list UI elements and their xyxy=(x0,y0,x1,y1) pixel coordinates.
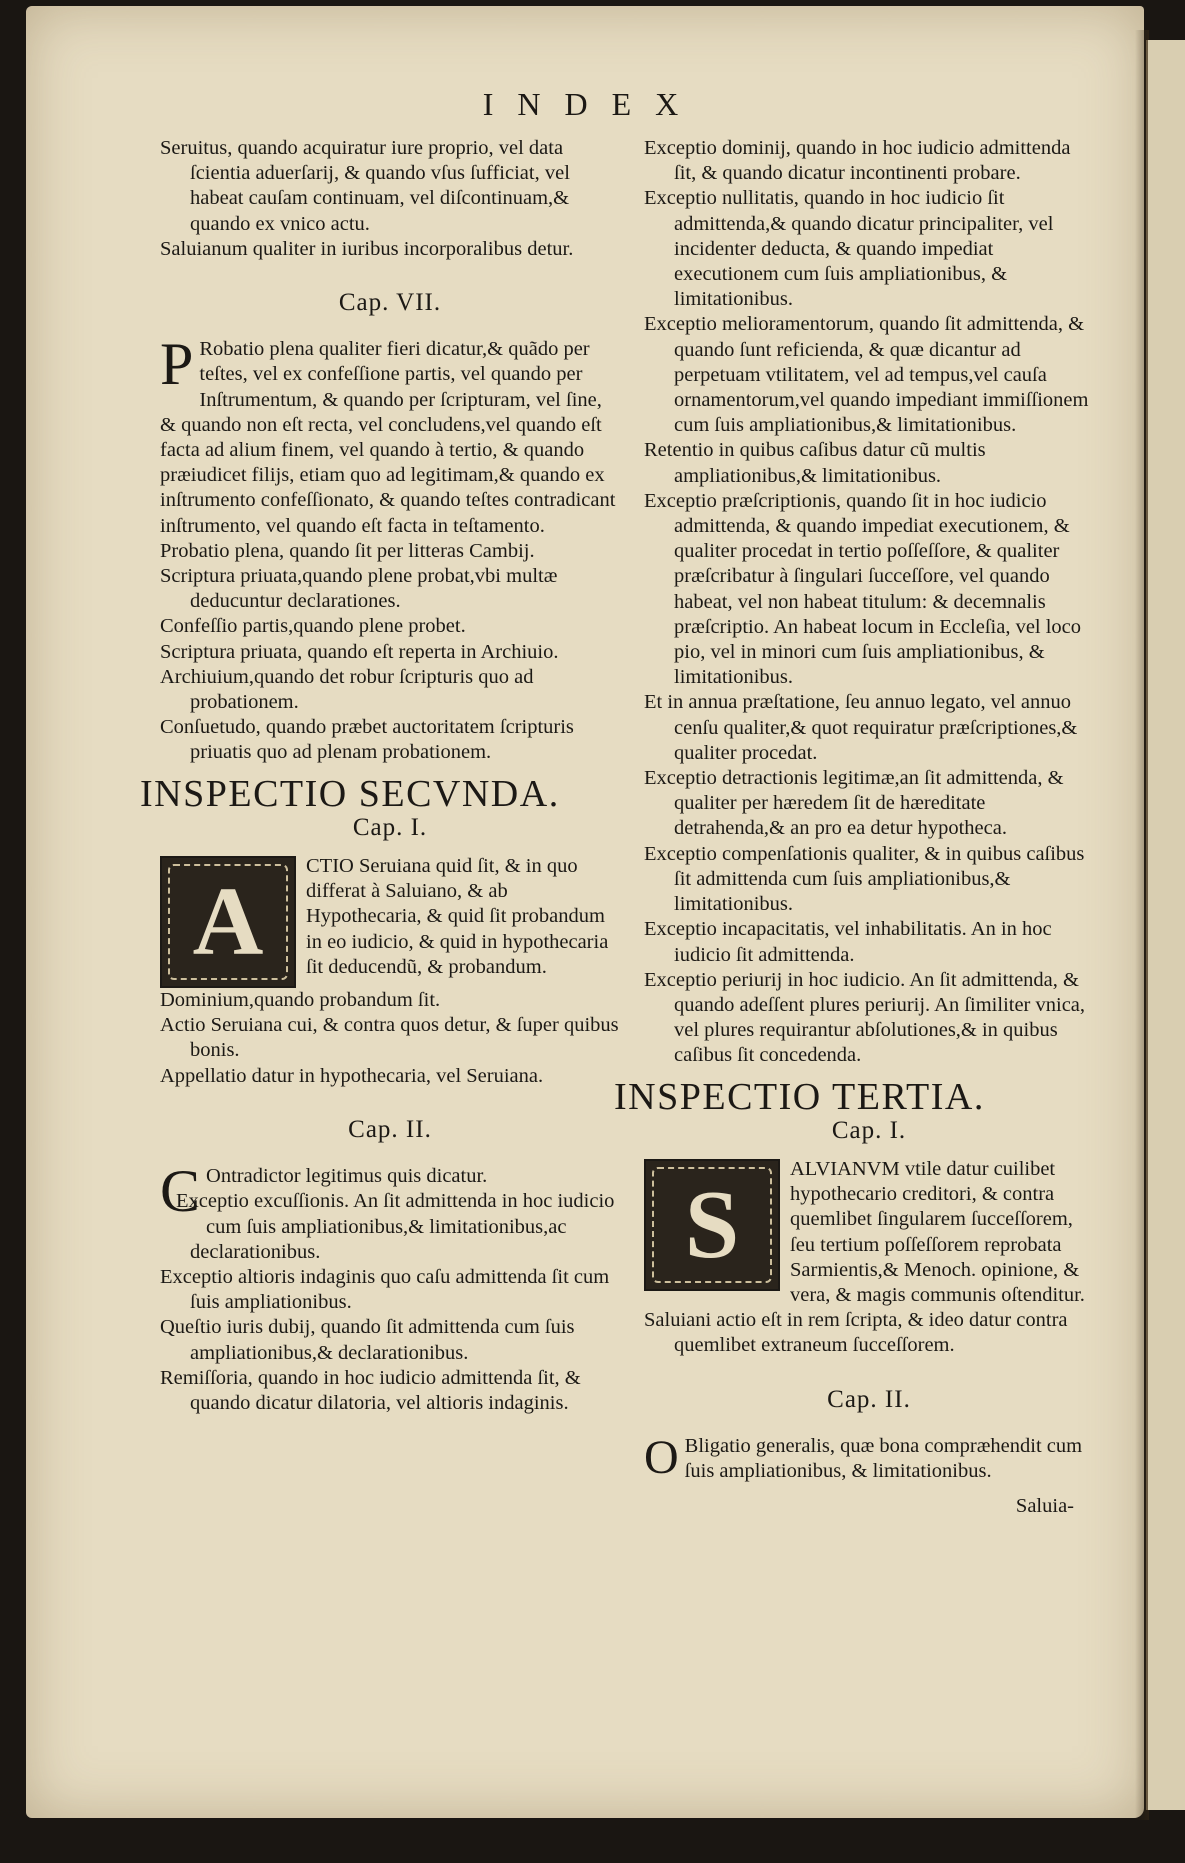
left-column xyxy=(140,136,620,1416)
section-heading: INSPECTIO SECVNDA. xyxy=(140,772,560,815)
index-entry: Exceptio excuſſionis. An ſit admittenda in hoc iudicio cum ſuis ampliationibus,& limitationibus,ac declarationibus. xyxy=(176,1190,615,1263)
index-entry: Exceptio incapacitatis, vel inhabilitatis. An in hoc iudicio ſit admittenda. xyxy=(644,918,1052,966)
page-header: INDEX xyxy=(482,86,703,122)
adjacent-page-edge xyxy=(1146,40,1185,1810)
initial-letter: O xyxy=(644,1430,679,1484)
index-entry: Exceptio detractionis legitimæ,an ſit admittenda, & qualiter per hæredem ſit de hæreditate detrahenda,& an pro ea detur hypotheca. xyxy=(644,767,1064,840)
lead-text: Bligatio generalis, quæ bona compræhendit cum ſuis ampliationibus, & limitationibus. xyxy=(684,1434,1083,1482)
index-entry: Queſtio iuris dubij, quando ſit admittenda cum ſuis ampliationibus,& declarationibus. xyxy=(160,1316,575,1364)
index-entry: Exceptio compenſationis qualiter, & in quibus caſibus ſit admittenda cum ſuis ampliationibus,& limitationibus. xyxy=(644,842,1085,916)
index-entry: Exceptio melioramentorum, quando ſit admittenda, & quando ſunt reficienda, & quæ dicantur ad perpetuam vtilitatem, vel ad tempus,vel cauſa ornamentorum,vel quando impediant immiſſionem cum ſuis ampliationibus,& limitationibus. xyxy=(644,313,1089,437)
lead-text: Ontradictor legitimus quis dicatur. xyxy=(206,1165,488,1188)
lead-text: ALVIANVM vtile datur cuilibet hypothecario creditori, & contra quemlibet ſingularem ſucceſſorem, ſeu tertium poſſeſſorem reprobata Sarmientis,& Menoch. opinione, & vera, & magis communis oſtenditur. xyxy=(790,1157,1085,1306)
chapter-lead-paragraph xyxy=(160,854,620,980)
index-entry: Conſuetudo, quando præbet auctoritatem ſcripturis priuatis quo ad plenam probationem. xyxy=(160,716,574,764)
chapter-heading: Cap. I. xyxy=(831,1116,907,1144)
index-entry: Scriptura priuata,quando plene probat,vbi multæ deducuntur declarationes. xyxy=(160,565,558,613)
chapter-heading: Cap. II. xyxy=(827,1385,911,1413)
index-entry: Remiſſoria, quando in hoc iudicio admittenda ſit, & quando dicatur dilatoria, vel altioris indaginis. xyxy=(160,1366,581,1414)
index-entry: Et in annua præſtatione, ſeu annuo legato, vel annuo cenſu qualiter,& quot requiratur præſcriptiones,& qualiter procedat. xyxy=(644,691,1078,764)
index-entry: Exceptio nullitatis, quando in hoc iudicio ſit admittenda,& quando dicatur principaliter, vel incidenter deducta, & quando impediat executionem cum ſuis ampliationibus, & limitationibus. xyxy=(644,187,1054,311)
lead-text: Robatio plena qualiter fieri dicatur,& quãdo per teſtes, vel ex confeſſione partis, vel quando per Inſtrumentum, & quando per ſcripturam, vel ſine, & quando non eſt recta, vel concludens,vel quando eſt facta ad alium finem, vel quando à tertio, & quando præiudicet filijs, etiam quo ad legitimam,& quando ex inſtrumento confeſſionato, & quando teſtes contradicant inſtrumento, vel quando eſt facta in teſtamento. xyxy=(160,338,616,537)
index-entry: Exceptio periurij in hoc iudicio. An ſit admittenda, & quando adeſſent plures periurij. An ſimiliter vnica, vel plures requirantur abſolutiones,& in quibus caſibus ſit concedenda. xyxy=(644,968,1086,1067)
initial-letter: C xyxy=(160,1158,201,1225)
chapter-lead-paragraph xyxy=(644,1430,1094,1484)
catchword: Saluia- xyxy=(1015,1495,1074,1518)
index-entry: Exceptio dominij, quando in hoc iudicio admittenda ſit, & quando dicatur incontinenti probare. xyxy=(644,137,1071,185)
index-entry: Saluiani actio eſt in rem ſcripta, & ideo datur contra quemlibet extraneum ſucceſſorem. xyxy=(644,1309,1068,1357)
index-entry: Exceptio altioris indaginis quo caſu admittenda ſit cum ſuis ampliationibus. xyxy=(160,1265,610,1314)
index-entry: Actio Seruiana cui, & contra quos detur, & ſuper quibus bonis. xyxy=(160,1014,619,1062)
right-column xyxy=(614,136,1094,1519)
chapter-lead-paragraph xyxy=(644,1157,1094,1308)
index-entry: Seruitus, quando acquiratur iure proprio, vel data ſcientia aduerſarij, & quando vſus ſufficiat, vel habeat cauſam continuam, vel diſcontinuam,& quando ex vnico actu. xyxy=(160,137,570,235)
index-entry: Probatio plena, quando ſit per litteras Cambij. xyxy=(160,539,535,562)
initial-letter: P xyxy=(160,331,194,398)
chapter-heading: Cap. I. xyxy=(352,813,428,841)
chapter-lead-paragraph xyxy=(160,1158,620,1225)
ornamental-initial: A xyxy=(160,856,296,988)
chapter-lead-paragraph xyxy=(160,331,620,539)
index-entry: Appellatio datur in hypothecaria, vel Seruiana. xyxy=(160,1064,544,1087)
index-entry: Exceptio præſcriptionis, quando ſit in hoc iudicio admittenda, & quando impediat executionem, & qualiter procedat in tertio poſſeſſore, & qualiter præſcribatur à ſingulari ſucceſſore, vel quando habeat, vel non habeat titulum: & decemnalis præſcriptio. An habeat locum in Eccleſia, vel loco pio, vel in minori cum ſuis ampliationibus, & limitationibus. xyxy=(644,489,1082,689)
index-entry: Retentio in quibus caſibus datur cũ multis ampliationibus,& limitationibus. xyxy=(644,439,986,487)
lead-text: CTIO Seruiana quid ſit, & in quo differat à Saluiano, & ab Hypothecaria, & quid ſit probandum in eo iudicio, & quid in hypothecaria ſit deducendũ, & probandum. xyxy=(306,855,609,978)
index-entry: Saluianum qualiter in iuribus incorporalibus detur. xyxy=(160,237,574,260)
section-heading: INSPECTIO TERTIA. xyxy=(614,1075,985,1118)
chapter-heading: Cap. VII. xyxy=(338,289,442,317)
chapter-heading: Cap. II. xyxy=(348,1115,432,1143)
index-entry: Archiuium,quando det robur ſcripturis quo ad probationem. xyxy=(160,665,534,714)
index-entry: Dominium,quando probandum ſit. xyxy=(160,989,441,1012)
index-entry: Confeſſio partis,quando plene probet. xyxy=(160,615,466,638)
ornamental-initial: S xyxy=(644,1159,780,1291)
index-entry: Scriptura priuata, quando eſt reperta in Archiuio. xyxy=(160,640,559,663)
